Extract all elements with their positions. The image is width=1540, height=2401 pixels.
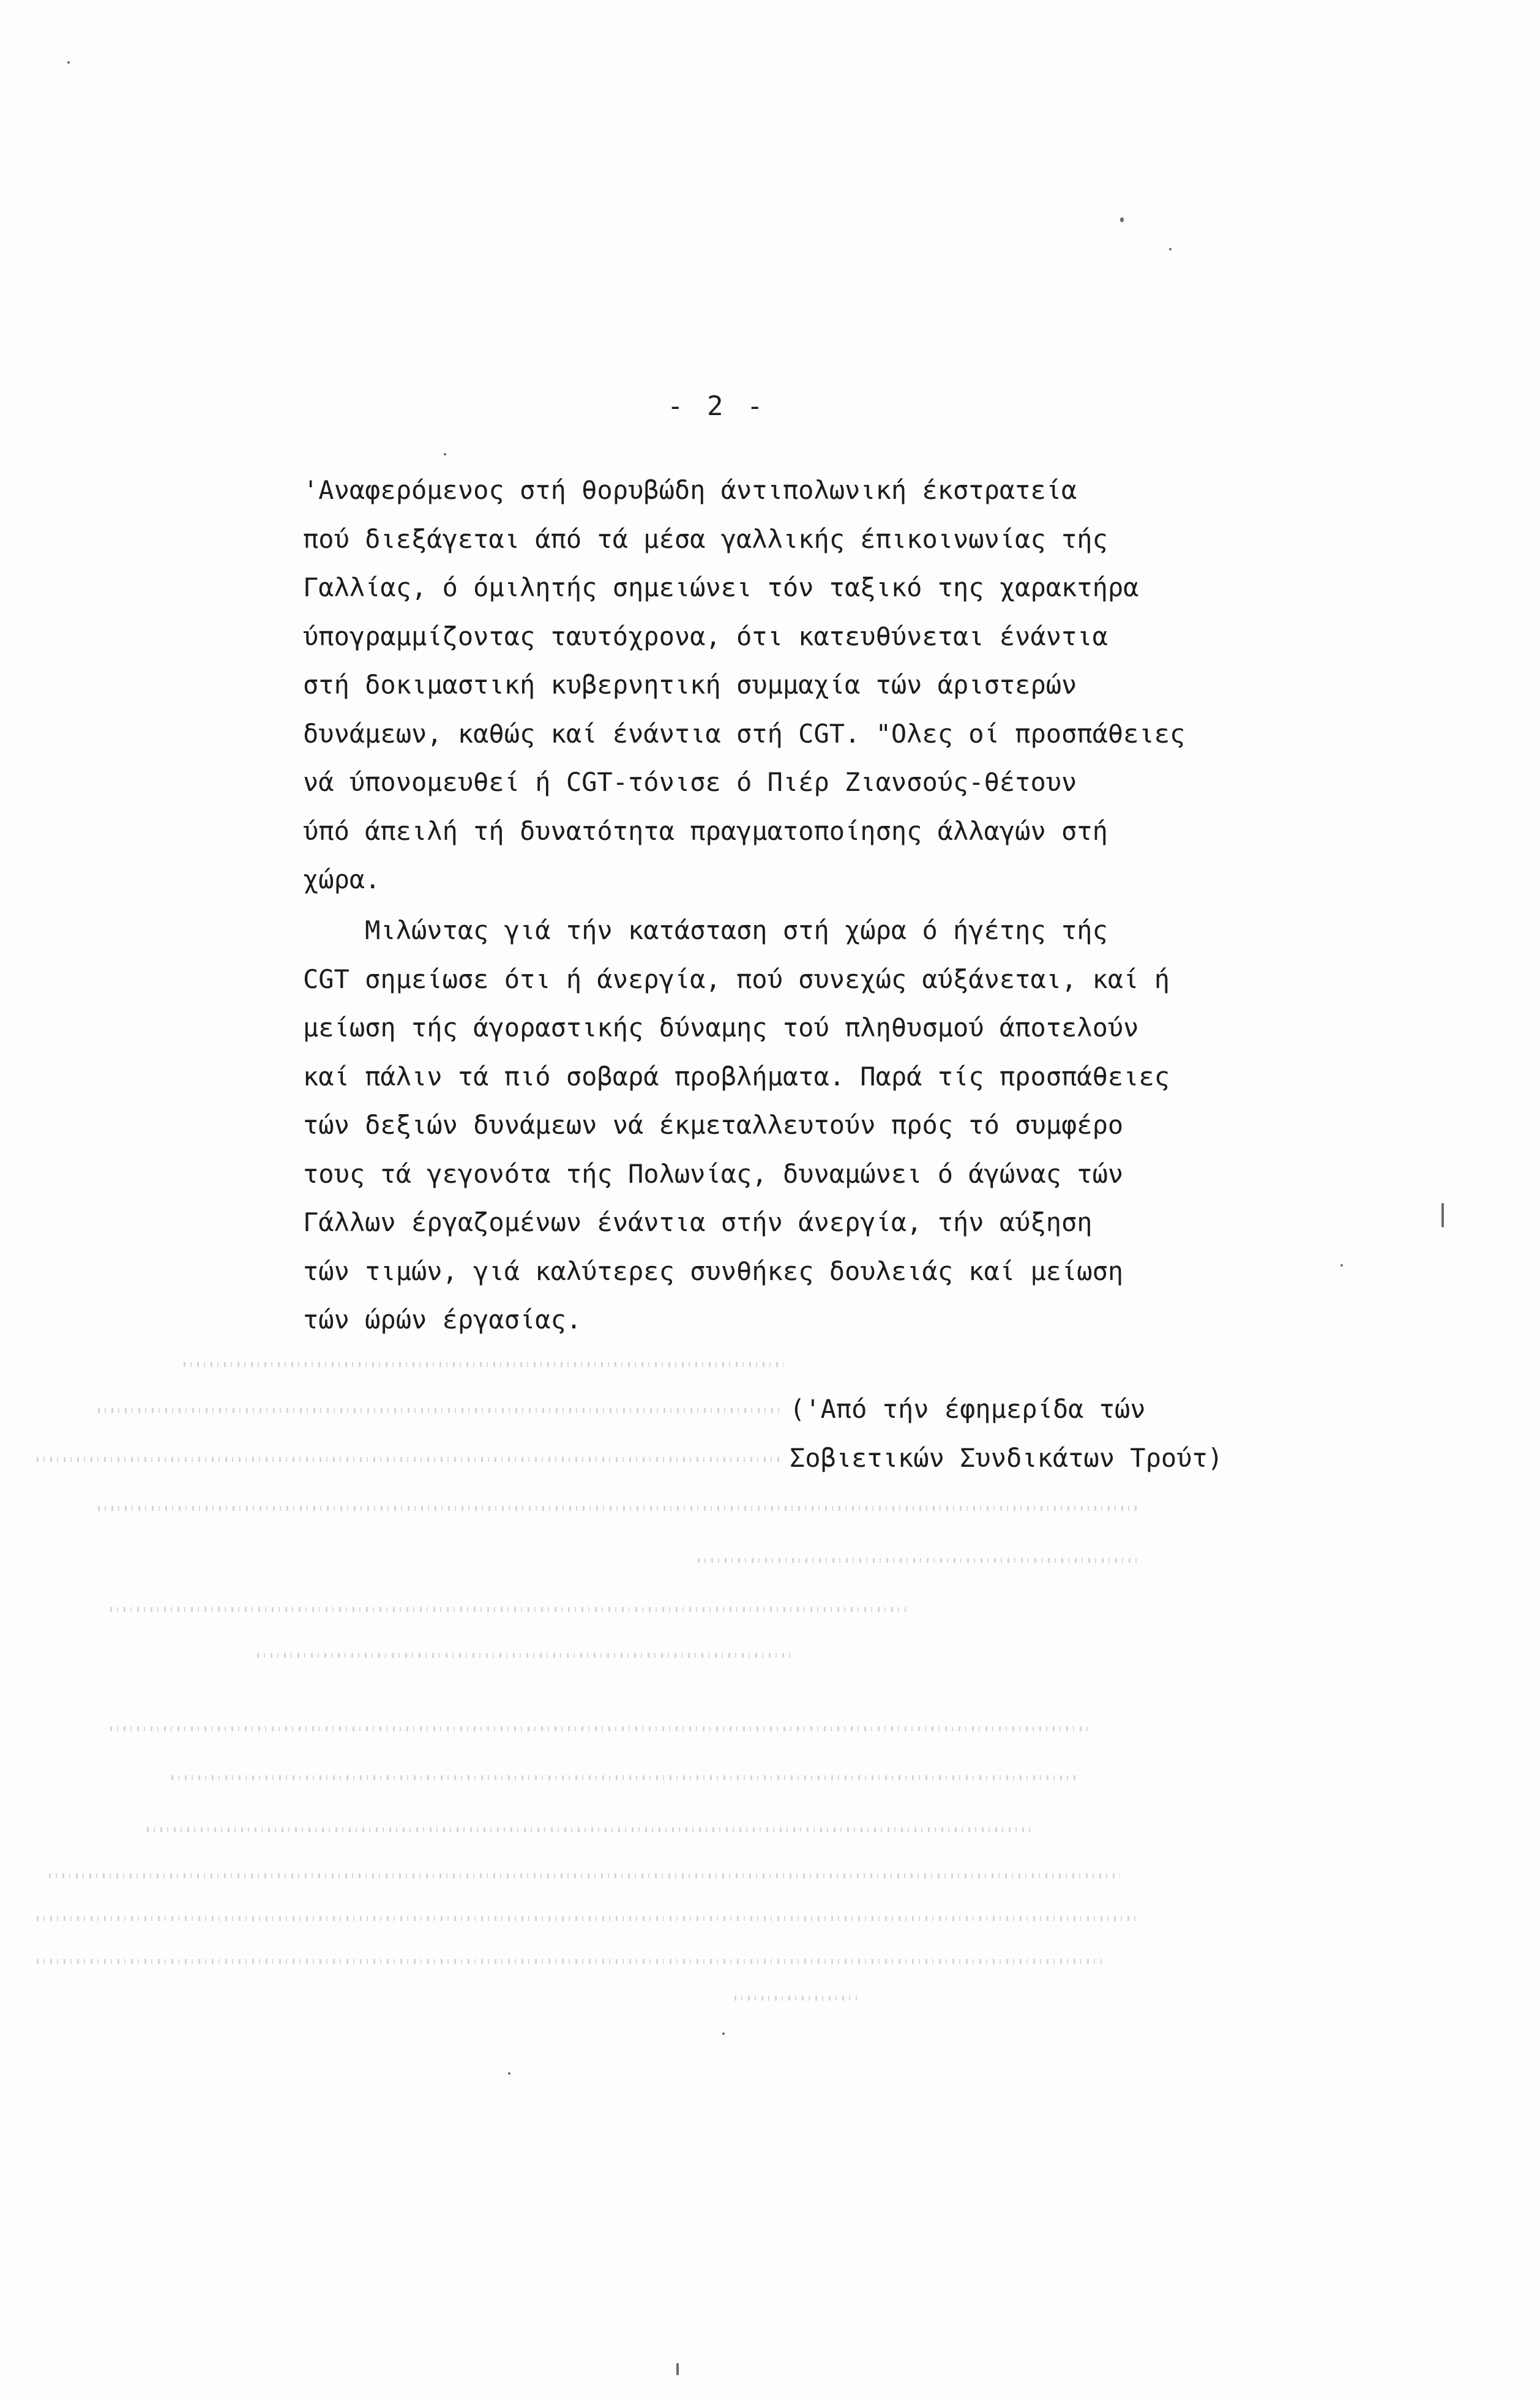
paragraph-line: Γάλλων έργαζομένων ένάντια στήν άνεργία, τήν αύξηση <box>303 1207 1093 1237</box>
scan-speck <box>444 453 446 455</box>
paragraph-line: ύπό άπειλή τή δυνατότητα πραγματοποίησης άλλαγών στή <box>303 815 1108 846</box>
source-line: ('Από τήν έφημερίδα τών <box>790 1394 1146 1424</box>
scan-speck <box>722 2032 725 2035</box>
paragraph-line: μείωση τής άγοραστικής δύναμης τού πληθυσμού άποτελούν <box>303 1013 1139 1043</box>
paragraph-line: τών τιμών, γιά καλύτερες συνθήκες δουλειάς καί μείωση <box>303 1256 1124 1286</box>
paragraph-line: 'Αναφερόμενος στή θορυβώδη άντιπολωνική έκστρατεία <box>303 475 1077 505</box>
scan-speck <box>1169 248 1172 250</box>
scan-noise <box>184 1362 783 1367</box>
paragraph-line: νά ύπονομευθεί ή CGT-τόνισε ό Πιέρ Ζιανσούς-θέτουν <box>303 767 1077 797</box>
paragraph-line: καί πάλιν τά πιό σοβαρά προβλήματα. Παρά τίς προσπάθειες <box>303 1061 1170 1092</box>
paragraph-line: πού διεξάγεται άπό τά μέσα γαλλικής έπικοινωνίας τής <box>303 523 1108 554</box>
scan-speck <box>1120 217 1124 222</box>
scan-noise <box>257 1653 796 1658</box>
scan-noise <box>698 1558 1138 1563</box>
source-citation <box>790 1385 1223 1483</box>
scan-noise <box>37 1959 1102 1964</box>
scan-noise <box>734 1996 857 2001</box>
scan-noise <box>98 1408 783 1413</box>
scan-noise <box>110 1607 906 1612</box>
scan-noise <box>37 1457 783 1462</box>
scan-noise <box>110 1726 1090 1731</box>
paragraph-line: τών ώρών έργασίας. <box>303 1305 582 1335</box>
paragraph-line: Μιλώντας γιά τήν κατάσταση στή χώρα ό ήγέτης τής <box>303 915 1108 945</box>
paragraph-line: δυνάμεων, καθώς καί ένάντια στή CGT. "Ολες οί προσπάθειες <box>303 718 1186 749</box>
scan-speck <box>508 2072 510 2075</box>
scan-noise <box>37 1916 1138 1921</box>
paragraph-1 <box>303 466 1392 904</box>
scan-noise <box>49 1873 1120 1878</box>
scan-speck <box>67 61 70 64</box>
scan-speck <box>1340 1264 1343 1267</box>
paragraph-line: τους τά γεγονότα τής Πολωνίας, δυναμώνει ό άγώνας τών <box>303 1158 1124 1189</box>
paragraph-line: στή δοκιμαστική κυβερνητική συμμαχία τών άριστερών <box>303 670 1077 700</box>
paragraph-line: Γαλλίας, ό όμιλητής σημειώνει τόν ταξικό της χαρακτήρα <box>303 572 1139 602</box>
paragraph-line: χώρα. <box>303 864 381 894</box>
scan-speck <box>676 2363 679 2375</box>
source-line: Σοβιετικών Συνδικάτων Τρούτ) <box>790 1443 1224 1473</box>
scan-noise <box>147 1827 1034 1832</box>
scan-noise <box>171 1775 1077 1780</box>
scan-noise <box>98 1506 1138 1511</box>
paragraph-2 <box>303 906 1392 1344</box>
scan-speck <box>1441 1203 1444 1227</box>
paragraph-line: ύπογραμμίζοντας ταυτόχρονα, ότι κατευθύνεται ένάντια <box>303 621 1108 651</box>
paragraph-line: CGT σημείωσε ότι ή άνεργία, πού συνεχώς αύξάνεται, καί ή <box>303 964 1170 994</box>
page-number: - 2 - <box>667 391 767 422</box>
paragraph-line: τών δεξιών δυνάμεων νά έκμεταλλευτούν πρός τό συμφέρο <box>303 1110 1124 1140</box>
